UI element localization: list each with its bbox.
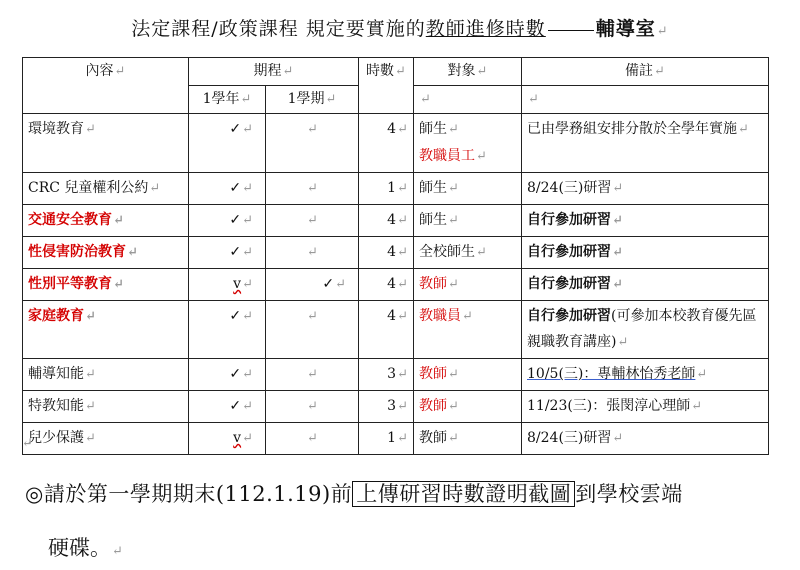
empty-cell: ↵ — [522, 86, 769, 114]
cell-hours: 4↵ — [359, 237, 414, 269]
cell-content: 家庭教育↵ — [23, 301, 189, 359]
header-hours: 時數↵ — [359, 58, 414, 114]
header-year: 1學年↵ — [189, 86, 266, 114]
cell-hours: 4↵ — [359, 269, 414, 301]
title-part2: 規定要實施的 — [305, 18, 426, 40]
cell-hours: 3↵ — [359, 391, 414, 423]
table-row — [23, 359, 769, 391]
cell-target: 教師↵ — [414, 359, 522, 391]
cell-year: ✓↵ — [189, 114, 266, 173]
notice-suffix: 到學校雲端 — [575, 482, 683, 506]
cell-semester: ↵ — [266, 423, 359, 455]
cell-semester: ↵ — [266, 359, 359, 391]
cell-target: 教師↵ — [414, 423, 522, 455]
cell-notes: 11/23(三)：張閔淳心理師↵ — [522, 391, 769, 423]
cell-semester: ↵ — [266, 391, 359, 423]
cell-semester: ↵ — [266, 301, 359, 359]
cell-content: 特教知能↵ — [23, 391, 189, 423]
cell-content: CRC 兒童權利公約↵ — [23, 173, 189, 205]
cell-hours: 1↵ — [359, 173, 414, 205]
cell-target: 教職員↵ — [414, 301, 522, 359]
paragraph-mark-icon: ↵ — [22, 436, 33, 451]
cell-target: 教師↵ — [414, 269, 522, 301]
title-part1: 法定課程/政策課程 — [131, 18, 299, 40]
table-row — [23, 423, 769, 455]
cell-year: ✓↵ — [189, 237, 266, 269]
cell-semester: ↵ — [266, 114, 359, 173]
cell-target: 全校師生↵ — [414, 237, 522, 269]
notice-text — [25, 478, 683, 508]
notice-boxed: 上傳研習時數證明截圖 — [352, 481, 575, 507]
cell-hours: 3↵ — [359, 359, 414, 391]
header-notes: 備註↵ — [522, 58, 769, 86]
cell-year: ✓↵ — [189, 205, 266, 237]
header-row-1 — [23, 58, 769, 86]
header-target: 對象↵ — [414, 58, 522, 86]
cell-year: ✓↵ — [189, 301, 266, 359]
cell-semester: ↵ — [266, 237, 359, 269]
page-title — [0, 14, 800, 41]
cell-notes: 自行參加研習↵ — [522, 205, 769, 237]
cell-hours: 4↵ — [359, 301, 414, 359]
table-row — [23, 205, 769, 237]
header-period: 期程↵ — [189, 58, 359, 86]
table-row — [23, 269, 769, 301]
cell-notes: 8/24(三)研習↵ — [522, 423, 769, 455]
cell-content: 交通安全教育↵ — [23, 205, 189, 237]
cell-target: 教師↵ — [414, 391, 522, 423]
table-row — [23, 391, 769, 423]
cell-hours: 4↵ — [359, 114, 414, 173]
cell-content: 性侵害防治教育↵ — [23, 237, 189, 269]
title-part4: 輔導室 — [595, 18, 656, 40]
cell-year: ✓↵ — [189, 391, 266, 423]
cell-notes: 8/24(三)研習↵ — [522, 173, 769, 205]
notice-continuation: 硬碟。↵ — [48, 536, 123, 560]
table-row — [23, 237, 769, 269]
cell-notes: 自行參加研習↵ — [522, 237, 769, 269]
cell-semester: ↵ — [266, 173, 359, 205]
cell-year: v↵ — [189, 269, 266, 301]
cell-notes: 自行參加研習(可參加本校教育優先區親職教育講座)↵ — [522, 301, 769, 359]
hours-table — [22, 57, 769, 455]
paragraph-mark-icon: ↵ — [656, 24, 669, 39]
cell-notes: 自行參加研習↵ — [522, 269, 769, 301]
table-row — [23, 301, 769, 359]
cell-target: 師生↵ — [414, 205, 522, 237]
cell-content: 性別平等教育↵ — [23, 269, 189, 301]
title-dash — [548, 30, 594, 31]
cell-year: ✓↵ — [189, 359, 266, 391]
table-row — [23, 173, 769, 205]
header-semester: 1學期↵ — [266, 86, 359, 114]
notice-prefix: ◎請於第一學期期末(112.1.19)前 — [25, 482, 353, 506]
cell-semester: ↵ — [266, 205, 359, 237]
cell-notes: 已由學務組安排分散於全學年實施↵ — [522, 114, 769, 173]
cell-hours: 1↵ — [359, 423, 414, 455]
cell-target: 師生↵ 教職員工↵ — [414, 114, 522, 173]
cell-semester: ✓↵ — [266, 269, 359, 301]
cell-notes: 10/5(三)：專輔林怡秀老師↵ — [522, 359, 769, 391]
cell-hours: 4↵ — [359, 205, 414, 237]
empty-cell: ↵ — [414, 86, 522, 114]
cell-year: v↵ — [189, 423, 266, 455]
title-part3: 教師進修時數 — [425, 18, 546, 40]
table-row — [23, 114, 769, 173]
cell-content: 兒少保護↵ — [23, 423, 189, 455]
cell-content: 環境教育↵ — [23, 114, 189, 173]
cell-target: 師生↵ — [414, 173, 522, 205]
header-content: 內容↵ — [23, 58, 189, 114]
cell-content: 輔導知能↵ — [23, 359, 189, 391]
cell-year: ✓↵ — [189, 173, 266, 205]
